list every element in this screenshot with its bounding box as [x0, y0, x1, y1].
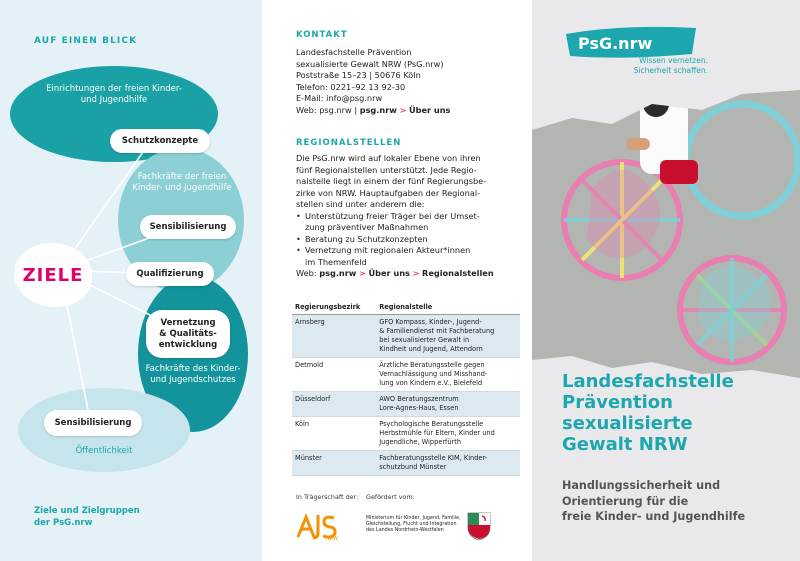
region-cell: Arnsberg [292, 315, 376, 358]
office-cell [376, 392, 520, 417]
regional-text-line: stellen sind unter anderem die: [296, 199, 425, 209]
contact-web[interactable] [296, 105, 522, 117]
brochure-subtitle [562, 478, 796, 525]
subtitle-line: freie Kinder- und Jugendhilfe [562, 510, 746, 523]
region-cell: Düsseldorf [292, 392, 376, 417]
goal-networking-line: Vernetzung [160, 317, 216, 328]
task-item [296, 211, 522, 234]
regional-text-line: Die PsG.nrw wird auf lokaler Ebene von ihren [296, 153, 481, 163]
region-cell: Detmold [292, 358, 376, 392]
office-line: AWO Beratungszentrum [379, 395, 459, 403]
office-line: GFO Kompass, Kinder-, Jugend- [379, 318, 482, 326]
region-cell: Münster [292, 451, 376, 476]
goal-networking-line: entwicklung [158, 339, 218, 350]
contact-address: Poststraße 15–23 | 50676 Köln [296, 70, 421, 80]
office-line: Jugendliche, Wipperfürth [379, 438, 462, 446]
goal-protection-concepts: Schutzkonzepte [110, 129, 210, 153]
brochure-title [562, 371, 792, 455]
target-group-label: Fachkräfte der freien Kinder- und Jugendhilfe [132, 172, 232, 193]
office-line: & Familiendienst mit Fachberatung [379, 327, 495, 335]
office-line: Lore-Agnes-Haus, Essen [379, 404, 459, 412]
office-cell [376, 315, 520, 358]
office-line: Psychologische Beratungsstelle [379, 420, 484, 428]
region-cell: Köln [292, 417, 376, 451]
table-row [292, 451, 520, 476]
table-header-row [292, 300, 520, 315]
subtitle-line: Handlungssicherheit und [562, 479, 721, 492]
contact-phone: Telefon: 0221–92 13 92-30 [296, 81, 406, 92]
ajs-logo [296, 511, 340, 541]
contact-email[interactable]: E-Mail: info@psg.nrw [296, 93, 383, 103]
sponsor-label: In Trägerschaft der: [296, 493, 359, 501]
logo-text: PsG.nrw [578, 34, 653, 53]
web-link[interactable]: psg.nrw [359, 104, 397, 115]
goal-awareness-professionals: Sensibilisierung [140, 215, 236, 239]
breadcrumb-arrow: > [358, 268, 366, 278]
overview-heading: AUF EINEN BLICK [34, 36, 138, 46]
task-item [296, 245, 522, 268]
web-link-about[interactable]: Über uns [368, 268, 410, 278]
task-line: im Themenfeld [305, 256, 367, 267]
ministry-line: Ministerium für Kinder, Jugend, Familie, [366, 516, 461, 521]
psg-logo [564, 26, 700, 58]
goal-networking [146, 310, 230, 358]
title-line: sexualisierte [562, 413, 693, 434]
office-line: schutzbund Münster [379, 463, 447, 471]
chalk-drawing-photo [532, 90, 800, 378]
office-line: Vernachlässigung und Misshand- [379, 370, 488, 378]
office-line: Herbstmühle für Eltern, Kinder und [379, 429, 495, 437]
overview-caption [34, 505, 140, 529]
target-group-label: Fachkräfte des Kinder- und Jugendschutzes [145, 364, 241, 385]
column-header: Regierungsbezirk [292, 300, 376, 315]
title-line: Prävention [562, 392, 673, 413]
web-prefix: Web: [296, 268, 320, 278]
task-list [296, 211, 522, 269]
info-panel [262, 0, 532, 561]
table-row [292, 358, 520, 392]
target-group-label: Einrichtungen der freien Kinder- und Jugendhilfe [46, 84, 182, 105]
breadcrumb-arrow: > [399, 104, 407, 115]
table-row [292, 392, 520, 417]
table-row [292, 417, 520, 451]
goal-qualification: Qualifizierung [126, 262, 214, 286]
regional-text-line: fünf Regionalstellen unterstützt. Jede Regio- [296, 164, 477, 175]
regional-text-line: zirke von NRW. Hauptaufgaben der Regional- [296, 187, 481, 198]
contact-line: sexualisierte Gewalt NRW (PsG.nrw) [296, 58, 444, 69]
office-line: bei sexualisierter Gewalt in [379, 336, 470, 344]
cover-panel [532, 0, 800, 561]
web-link[interactable]: psg.nrw [319, 268, 357, 278]
overview-panel [0, 0, 262, 561]
breadcrumb-arrow: > [412, 268, 420, 278]
regional-text-line: nalstelle liegt in einem der fünf Regierungsbe- [296, 176, 487, 186]
office-cell [376, 451, 520, 476]
office-cell [376, 417, 520, 451]
table-row [292, 315, 520, 358]
nrw-coat-of-arms-icon [466, 511, 492, 541]
contact-heading: KONTAKT [296, 30, 348, 40]
caption-line: der PsG.nrw [34, 518, 93, 528]
regional-heading: REGIONALSTELLEN [296, 138, 402, 148]
target-group-label: Öffentlichkeit [75, 446, 133, 456]
web-link-regional[interactable]: Regionalstellen [422, 268, 494, 278]
goal-networking-line: & Qualitäts- [159, 328, 217, 339]
ministry-name [366, 516, 464, 534]
goals-center-label: ZIELE [14, 243, 92, 307]
ajs-sub: NRW [326, 536, 338, 541]
column-header: Regionalstelle [376, 300, 520, 315]
regional-web[interactable] [296, 268, 522, 280]
office-line: Fachberatungsstelle KIM, Kinder- [379, 454, 488, 462]
subtitle-line: Orientierung für die [562, 494, 689, 508]
title-line: Gewalt NRW [562, 434, 688, 455]
title-line: Landesfachstelle [562, 371, 734, 392]
caption-line: Ziele und Zielgruppen [34, 506, 140, 516]
contact-block [296, 47, 522, 116]
web-link-about[interactable]: Über uns [408, 104, 451, 115]
task-line: Beratung zu Schutzkonzepten [305, 233, 428, 244]
regional-block [296, 153, 522, 280]
ministry-line: des Landes Nordrhein-Westfalen [366, 528, 444, 533]
task-line: zung präventiver Maßnahmen [305, 222, 429, 232]
regional-offices-table [292, 300, 520, 476]
office-line: Kindheit und Jugend, Attendorn [379, 345, 483, 353]
web-prefix: Web: psg.nrw | [296, 104, 360, 115]
contact-line: Landesfachstelle Prävention [296, 47, 412, 57]
office-cell [376, 358, 520, 392]
task-line: Vernetzung mit regionalen Akteur*innen [305, 245, 471, 255]
office-line: Ärztliche Beratungsstelle gegen [379, 361, 485, 369]
funder-label: Gefördert vom: [366, 493, 415, 501]
tagline [558, 56, 708, 75]
tagline-line: Wissen vernetzen. [639, 56, 708, 65]
task-line: Unterstützung freier Träger bei der Umset- [305, 210, 480, 221]
goal-awareness-public: Sensibilisierung [44, 410, 142, 436]
ministry-line: Gleichstellung, Flucht und Integration [366, 522, 457, 527]
tagline-line: Sicherheit schaffen. [633, 65, 708, 75]
task-item [296, 234, 522, 246]
office-line: lung von Kindern e.V., Bielefeld [379, 379, 483, 387]
